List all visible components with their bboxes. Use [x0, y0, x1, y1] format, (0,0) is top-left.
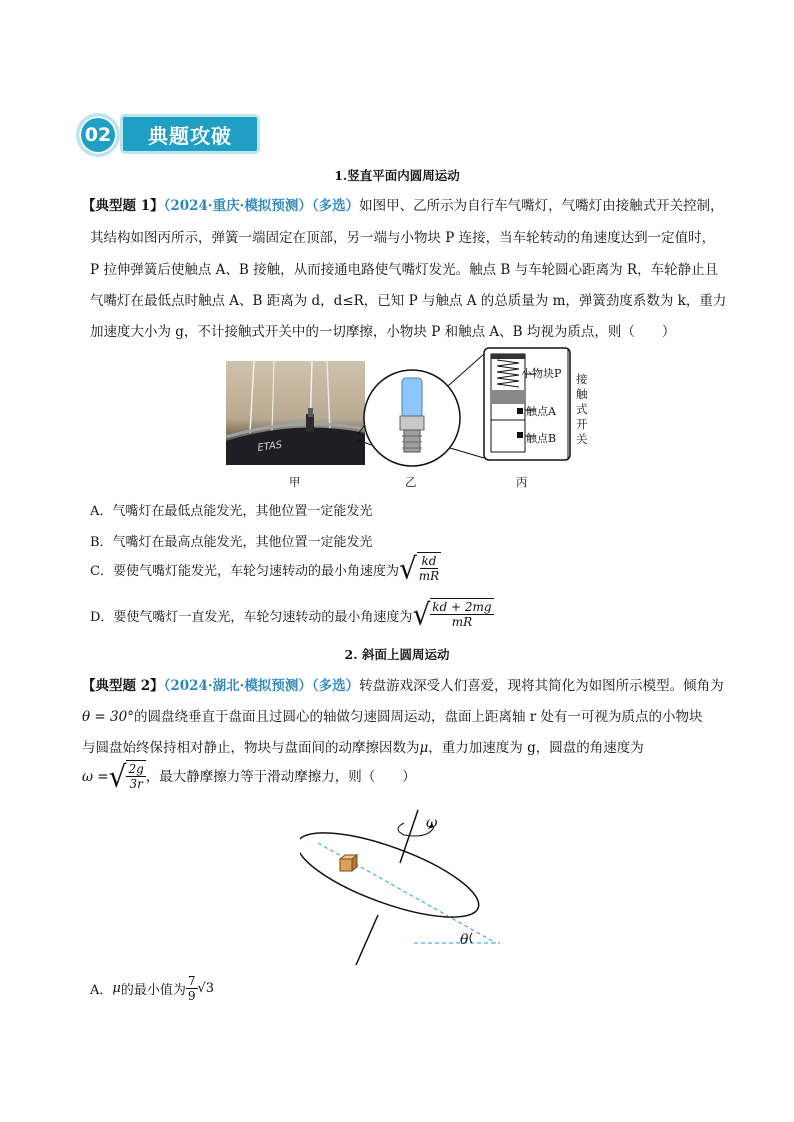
- q2-source: （2024·湖北·模拟预测）（多选）: [163, 678, 360, 694]
- q1-option-c-text: C．要使气嘴灯能发光，车轮匀速转动的最小角速度为: [90, 563, 399, 579]
- q2-line-4: [82, 760, 416, 794]
- q1-option-d: [90, 598, 494, 632]
- q2-omega-eq: ω =: [82, 769, 109, 785]
- figure-2-tilted-disc: [300, 805, 510, 965]
- sqrt-omega: √ $\frac{2g}{3r}$: [108, 759, 144, 794]
- label-contact-a: 触点A: [526, 405, 556, 418]
- q2-text-3b: ，重力加速度为 g，圆盘的角速度为: [428, 740, 644, 756]
- q1-line-2: 其结构如图丙所示，弹簧一端固定在顶部，另一端与小物块 P 连接，当车轮转动的角速度达到一定值时，: [90, 230, 716, 246]
- q2-text-3a: 与圆盘始终保持相对静止，物块与盘面间的动摩擦因数为: [82, 740, 420, 756]
- q2-option-a: [90, 974, 214, 1003]
- omega-label: ω: [426, 815, 438, 831]
- omega-numerator: 2g: [128, 762, 144, 776]
- caption-bing: 丙: [516, 475, 528, 489]
- caption-yi: 乙: [405, 475, 417, 489]
- c-denominator: mR: [418, 569, 440, 583]
- q2-text-2: 的圆盘绕垂直于盘面且过圆心的轴做匀速圆周运动，盘面上距离轴 r 处有一可视为质点的小物块: [133, 709, 703, 725]
- a-numerator: 7: [187, 974, 196, 988]
- d-numerator: kd + 2mg: [432, 600, 492, 614]
- q2-line-1: [82, 676, 724, 696]
- sqrt-c: √ $\frac{kd}{mR}$: [398, 551, 440, 586]
- q1-line-3: P 拉伸弹簧后使触点 A、B 接触，从而接通电路使气嘴灯发光。触点 B 与车轮圆心距离为 R，车轮静止且: [90, 262, 719, 278]
- q2-tag: 【典型题 2】: [82, 678, 164, 694]
- label-contact-b: 触点B: [526, 432, 557, 445]
- section-heading-2: 2. 斜面上圆周运动: [344, 647, 450, 662]
- d-denominator: mR: [451, 615, 473, 629]
- q1-source: （2024·重庆·模拟预测）（多选）: [163, 198, 360, 214]
- a-denominator: 9: [187, 989, 196, 1003]
- q1-line-5: 加速度大小为 g，不计接触式开关中的一切摩擦，小物块 P 和触点 A、B 均视为质点，则（ ）: [90, 324, 676, 340]
- q1-line-4: 气嘴灯在最低点时触点 A、B 距离为 d，d≤R，已知 P 与触点 A 的总质量为 m，弹簧劲度系数为 k，重力: [90, 293, 727, 309]
- c-numerator: kd: [421, 554, 437, 568]
- sqrt-d: √ $\frac{kd + 2mg}{mR}$: [412, 597, 492, 632]
- q2-option-a-frac: [186, 974, 198, 1003]
- section-number-badge: 02: [76, 113, 120, 157]
- label-contact-switch: 接触式开关: [576, 372, 588, 446]
- q2-text-1: 转盘游戏深受人们喜爱，现将其简化为如图所示模型。倾角为: [359, 678, 724, 694]
- q2-line-2: [82, 707, 703, 727]
- svg-text:ETAS: ETAS: [256, 439, 283, 454]
- q2-text-4: ，最大静摩擦力等于滑动摩擦力，则（ ）: [145, 769, 416, 785]
- q2-option-a-prefix: A．: [90, 983, 113, 998]
- q1-tag: 【典型题 1】: [82, 198, 164, 214]
- q2-option-a-mu: μ: [112, 981, 121, 996]
- q2-option-a-text: 的最小值为: [120, 983, 186, 998]
- q1-text-1: 如图甲、乙所示为自行车气嘴灯，气嘴灯由接触式开关控制，: [359, 198, 724, 214]
- label-block-p: 小物块P: [521, 367, 562, 380]
- q2-option-a-root: √3: [197, 981, 215, 996]
- omega-denominator: 3r: [129, 777, 143, 791]
- q1-option-c: [90, 552, 441, 586]
- q2-theta-eq: θ = 30°: [82, 709, 134, 725]
- q1-line-1: [82, 196, 724, 216]
- q1-option-d-text: D．要使气嘴灯一直发光，车轮匀速转动的最小角速度为: [90, 609, 413, 625]
- caption-jia: 甲: [289, 475, 301, 489]
- section-title-badge: 典题攻破: [120, 114, 260, 154]
- theta-label: θ: [460, 932, 469, 948]
- q1-option-a: A．气嘴灯在最低点能发光，其他位置一定能发光: [90, 504, 373, 519]
- q2-mu: μ: [419, 740, 429, 756]
- q1-option-b: B．气嘴灯在最高点能发光，其他位置一定能发光: [90, 535, 373, 550]
- q2-line-3: [82, 738, 644, 758]
- section-heading-1: 1.竖直平面内圆周运动: [334, 168, 460, 183]
